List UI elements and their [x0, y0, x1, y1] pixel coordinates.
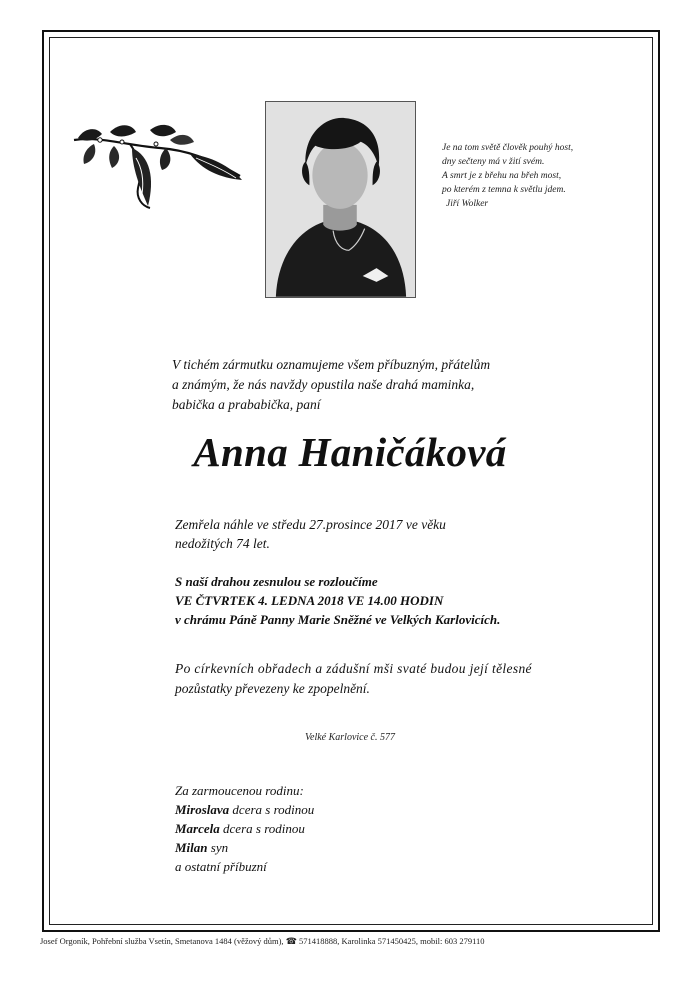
family-member [175, 838, 535, 857]
poem-line: po kterém z temna k světlu jdem. [442, 185, 566, 195]
family-member [175, 819, 535, 838]
family-member-name: Marcela [175, 821, 220, 836]
funeral-date: VE ČTVRTEK 4. LEDNA 2018 VE 14.00 HODIN [175, 593, 444, 608]
poem-line: A smrt je z břehu na břeh most, [442, 171, 562, 181]
footer-contacts: 571418888, Karolinka 571450425, mobil: 603 279110 [299, 936, 485, 946]
footer-company: Josef Orgoník, Pohřební služba Vsetín, Smetanova 1484 (věžový dům), [40, 936, 284, 946]
intro-line: a známým, že nás navždy opustila naše drahá maminka, [172, 377, 475, 392]
death-notice [175, 515, 555, 553]
family-member-name: Milan [175, 840, 208, 855]
intro-line: babička a prababička, paní [172, 397, 321, 412]
family-heading: Za zarmoucenou rodinu: [175, 783, 304, 798]
telephone-icon: ☎ [285, 936, 297, 946]
cremation-line: Po církevních obřadech a zádušní mši svaté budou její tělesné [175, 661, 532, 676]
family-member-relation: dcera s rodinou [223, 821, 305, 836]
family-member-relation: dcera s rodinou [232, 802, 315, 817]
funeral-info [175, 572, 595, 629]
funeral-service-footer [40, 936, 660, 947]
portrait-image [266, 102, 415, 297]
deceased-name: Anna Haničáková [193, 429, 507, 475]
family-member-name: Miroslava [175, 802, 230, 817]
death-notice-line: Zemřela náhle ve středu 27.prosince 2017 ve věku [175, 517, 446, 532]
branch-ornament-icon [70, 118, 245, 213]
funeral-location: v chrámu Páně Panny Marie Sněžné ve Velkých Karlovicích. [175, 612, 501, 627]
family-member-relation: syn [210, 840, 229, 855]
cremation-line: pozůstatky převezeny ke zpopelnění. [175, 681, 370, 696]
poem [442, 141, 652, 211]
poem-author: Jiří Wolker [446, 199, 489, 209]
portrait-photo [265, 101, 416, 298]
intro-line: V tichém zármutku oznamujeme všem příbuzným, přátelům [172, 357, 491, 372]
announcement-intro [172, 355, 552, 415]
poem-line: dny sečteny má v žití svém. [442, 157, 545, 167]
family-signature [175, 781, 535, 876]
poem-line: Je na tom světě člověk pouhý host, [442, 143, 574, 153]
cremation-note [175, 659, 560, 699]
funeral-line: S naší drahou zesnulou se rozloučíme [175, 574, 378, 589]
family-member [175, 800, 535, 819]
family-address: Velké Karlovice č. 577 [305, 732, 395, 743]
death-notice-line: nedožitých 74 let. [175, 536, 270, 551]
family-closing: a ostatní příbuzní [175, 859, 267, 874]
